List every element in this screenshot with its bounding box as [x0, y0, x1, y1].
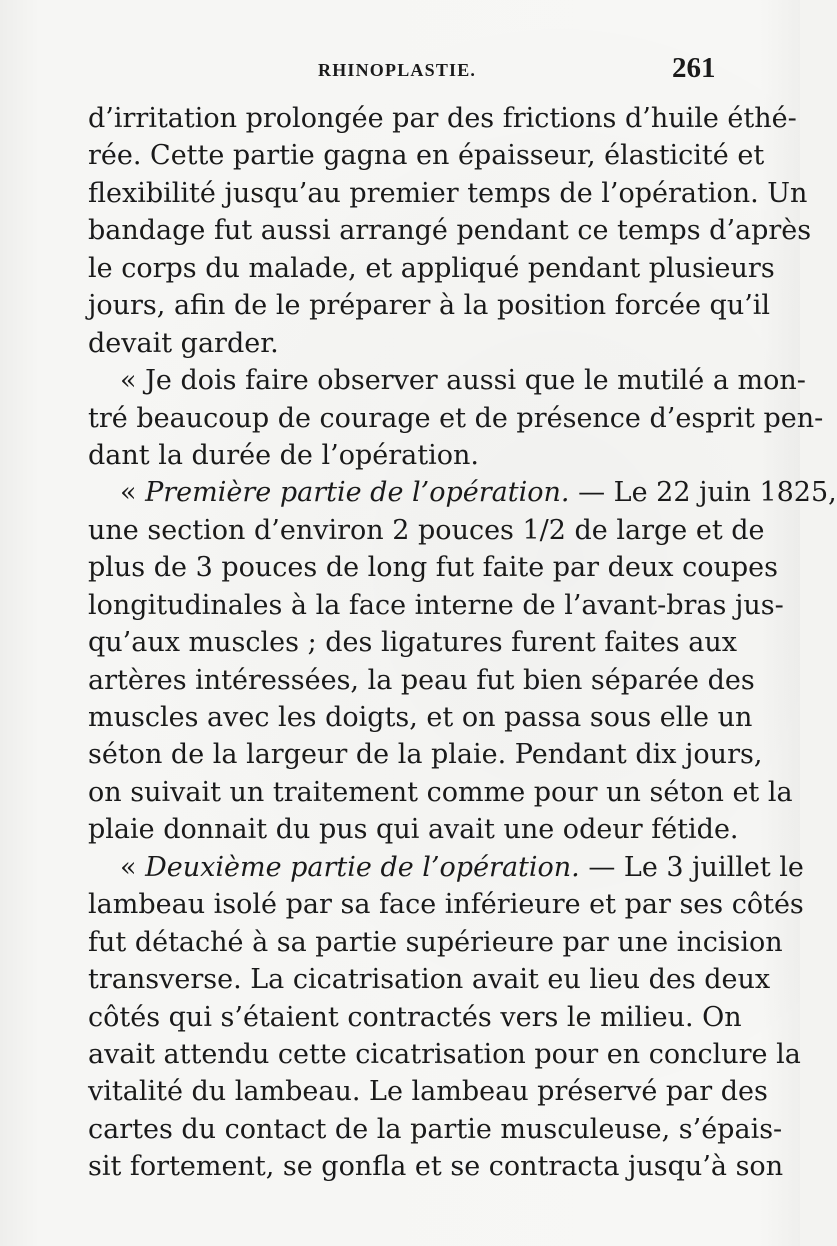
text-line: plaie donnait du pus qui avait une odeur fétide. [88, 814, 739, 846]
text-line: lambeau isolé par sa face inférieure et par ses côtés [88, 889, 804, 921]
text-line: qu’aux muscles ; des ligatures furent faites aux [88, 627, 737, 659]
section-heading-italic: Deuxième partie de l’opération. [145, 851, 580, 883]
text-line: vitalité du lambeau. Le lambeau préservé par des [88, 1076, 768, 1108]
running-head: RHINOPLASTIE. [318, 60, 477, 80]
page-number: 261 [672, 52, 716, 84]
text-line: jours, afin de le préparer à la position forcée qu’il [88, 290, 771, 322]
text-line: bandage fut aussi arrangé pendant ce temps d’après [88, 215, 812, 247]
text-line: fut détaché à sa partie supérieure par une incision [88, 926, 783, 958]
body-text [88, 100, 837, 1186]
page-header [0, 50, 800, 90]
text-line: une section d’environ 2 pouces 1/2 de large et de [88, 514, 765, 546]
text-line: d’irritation prolongée par des frictions d’huile éthé- [88, 103, 797, 134]
text-line: transverse. La cicatrisation avait eu lieu des deux [88, 964, 771, 996]
text-line: longitudinales à la face interne de l’avant-bras jus- [88, 589, 784, 621]
text-line: flexibilité jusqu’au premier temps de l’opération. Un [88, 177, 808, 209]
heading-continuation: — Le 22 juin 1825, [569, 477, 837, 509]
heading-continuation: — Le 3 juillet le [579, 851, 804, 883]
text-line: séton de la largeur de la plaie. Pendant dix jours, [88, 739, 763, 771]
quote-mark: « [120, 477, 146, 509]
text-line: « Je dois faire observer aussi que le mutilé a mon- [120, 365, 806, 397]
text-line: avait attendu cette cicatrisation pour en conclure la [88, 1038, 801, 1070]
text-line: devait garder. [88, 327, 279, 359]
text-line: muscles avec les doigts, et on passa sous elle un [88, 702, 753, 733]
text-line: plus de 3 pouces de long fut faite par deux coupes [88, 552, 778, 584]
text-line: artères intéressées, la peau fut bien séparée des [88, 664, 755, 696]
section-heading-italic: Première partie de l’opération. [145, 477, 570, 509]
text-line: dant la durée de l’opération. [88, 439, 479, 471]
paragraph-heading-line [88, 474, 837, 511]
text-line: on suivait un traitement comme pour un séton et la [88, 776, 793, 808]
paragraph-heading-line [88, 849, 804, 886]
text-line: rée. Cette partie gagna en épaisseur, élasticité et [88, 140, 765, 172]
text-line: côtés qui s’étaient contractés vers le milieu. On [88, 1001, 742, 1033]
quote-mark: « [120, 851, 146, 883]
text-line: cartes du contact de la partie musculeuse, s’épais- [88, 1113, 783, 1145]
text-line: le corps du malade, et appliqué pendant plusieurs [88, 252, 775, 284]
text-line: sit fortement, se gonfla et se contracta jusqu’à son [88, 1151, 784, 1183]
text-line: tré beaucoup de courage et de présence d’esprit pen- [88, 402, 824, 434]
